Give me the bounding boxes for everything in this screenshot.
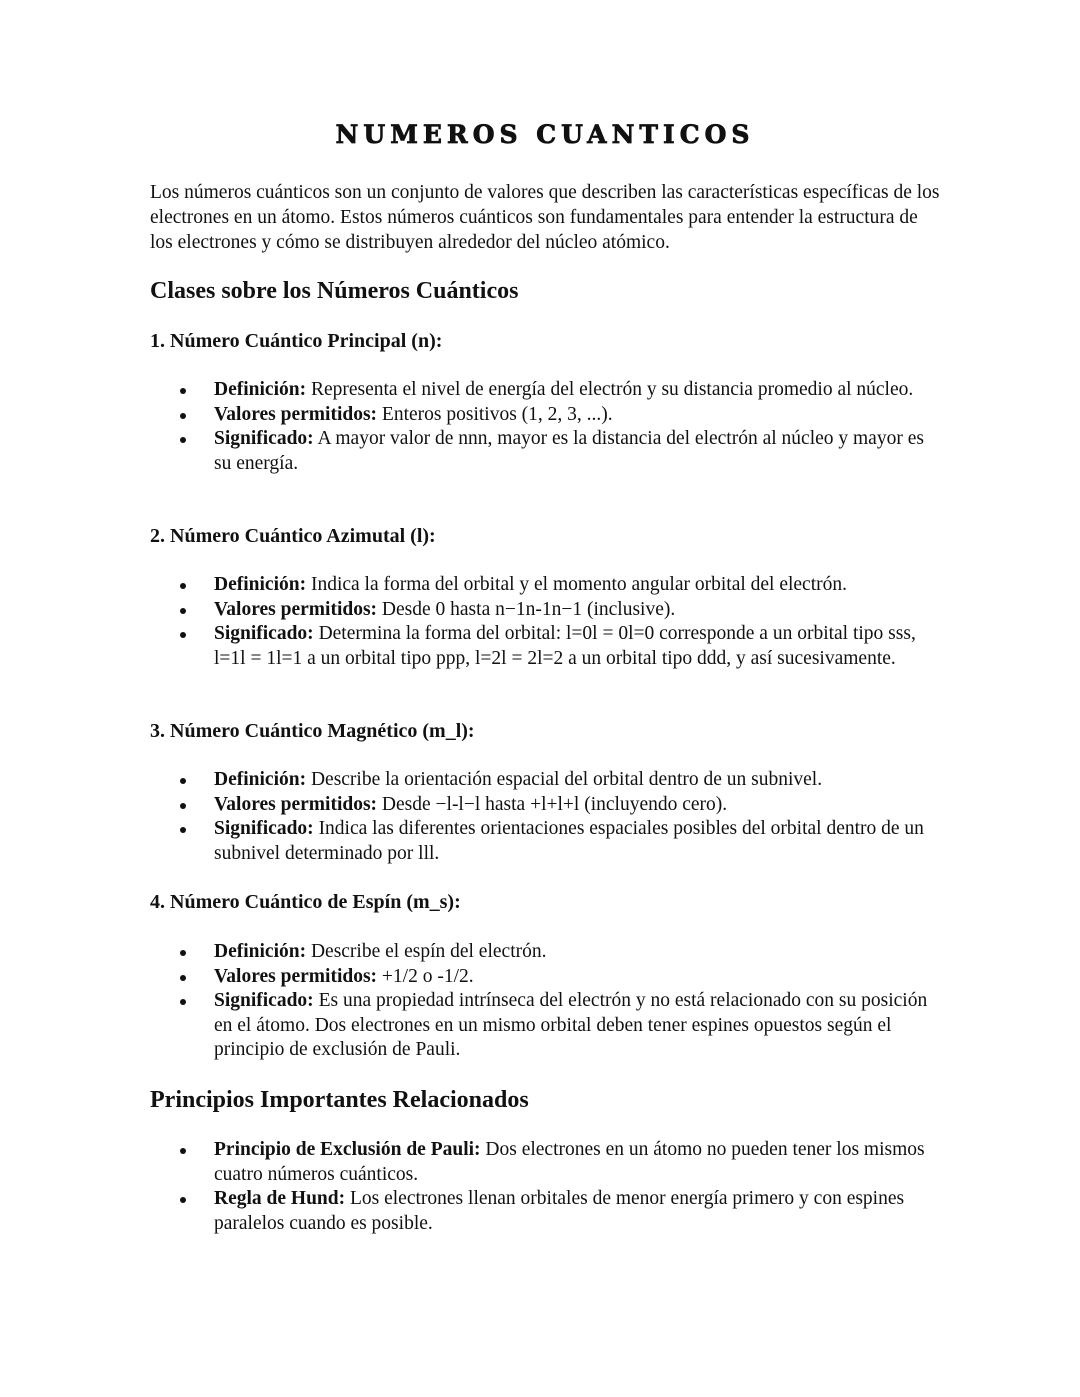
item-label: Valores permitidos: xyxy=(214,965,378,987)
item-text: Desde −l-l−l hasta +l+l+l (incluyendo cero). xyxy=(377,793,728,815)
item-label: Definición: xyxy=(214,769,307,790)
bullet-icon xyxy=(180,1148,186,1154)
item-label: Definición: xyxy=(214,379,307,400)
list-item xyxy=(150,817,940,866)
list-item xyxy=(150,378,940,403)
list-item xyxy=(150,940,940,965)
list-item xyxy=(150,989,940,1063)
document-title: NUMEROS CUANTICOS xyxy=(335,120,755,149)
list-item xyxy=(150,793,940,818)
item-text: Representa el nivel de energía del electrón y su distancia promedio al núcleo. xyxy=(306,379,914,400)
subheading-espin: 4. Número Cuántico de Espín (m_s): xyxy=(150,891,461,913)
item-text: Indica la forma del orbital y el momento angular orbital del electrón. xyxy=(306,574,848,595)
item-label: Principio de Exclusión de Pauli: xyxy=(214,1139,481,1160)
item-text: Indica las diferentes orientaciones espaciales posibles del orbital dentro de un subnivel determinado por lll. xyxy=(214,818,924,864)
bullet-icon xyxy=(180,1197,186,1203)
item-label: Definición: xyxy=(214,941,307,962)
intro-paragraph: Los números cuánticos son un conjunto de valores que describen las características específicas de los electrones en un átomo. Estos números cuánticos son fundamentales para entender la estructura de los electrones y cómo se distribuyen alrededor del núcleo atómico. xyxy=(150,182,940,253)
item-label: Definición: xyxy=(214,574,307,595)
list-item xyxy=(150,1187,940,1236)
section-heading-principios: Principios Importantes Relacionados xyxy=(150,1087,529,1113)
item-text: Los electrones llenan orbitales de menor energía primero y con espines paralelos cuando es posible. xyxy=(214,1188,905,1234)
item-text: Enteros positivos (1, 2, 3, ...). xyxy=(377,403,613,425)
list-item xyxy=(150,622,940,671)
item-text: Determina la forma del orbital: l=0l = 0l=0 corresponde a un orbital tipo sss, l=1l = 1l=1 a un orbital tipo ppp, l=2l = 2l=2 a un orbital tipo ddd, y así sucesivamente. xyxy=(214,623,916,669)
subheading-principal: 1. Número Cuántico Principal (n): xyxy=(150,330,443,352)
subheading-azimutal: 2. Número Cuántico Azimutal (l): xyxy=(150,525,436,547)
list-item xyxy=(150,768,940,793)
list-item xyxy=(150,1138,940,1187)
item-text: Desde 0 hasta n−1n-1n−1 (inclusive). xyxy=(377,598,676,620)
item-label: Significado: xyxy=(214,990,314,1011)
bullet-icon xyxy=(180,583,186,589)
item-text: +1/2 o -1/2. xyxy=(377,965,474,987)
list-azimutal xyxy=(150,573,940,671)
item-label: Valores permitidos: xyxy=(214,403,378,425)
list-item xyxy=(150,573,940,598)
item-label: Valores permitidos: xyxy=(214,598,378,620)
item-text: Dos electrones en un átomo no pueden tener los mismos cuatro números cuánticos. xyxy=(214,1139,925,1185)
list-principios xyxy=(150,1138,940,1236)
list-item xyxy=(150,965,940,990)
bullet-icon xyxy=(180,950,186,956)
item-label: Regla de Hund: xyxy=(214,1188,346,1209)
bullet-icon xyxy=(180,608,186,614)
subheading-magnetico: 3. Número Cuántico Magnético (m_l): xyxy=(150,720,475,742)
list-magnetico xyxy=(150,768,940,866)
bullet-icon xyxy=(180,413,186,419)
list-principal xyxy=(150,378,940,476)
bullet-icon xyxy=(180,999,186,1005)
bullet-icon xyxy=(180,803,186,809)
item-text: Es una propiedad intrínseca del electrón y no está relacionado con su posición en el átomo. Dos electrones en un mismo orbital deben tener espines opuestos según el principio de exclusión de Pauli. xyxy=(214,990,928,1060)
bullet-icon xyxy=(180,437,186,443)
bullet-icon xyxy=(180,827,186,833)
bullet-icon xyxy=(180,388,186,394)
bullet-icon xyxy=(180,975,186,981)
bullet-icon xyxy=(180,778,186,784)
item-label: Significado: xyxy=(214,428,314,449)
bullet-icon xyxy=(180,632,186,638)
list-item xyxy=(150,427,940,476)
item-label: Valores permitidos: xyxy=(214,793,378,815)
item-text: Describe la orientación espacial del orbital dentro de un subnivel. xyxy=(306,769,823,790)
section-heading-clases: Clases sobre los Números Cuánticos xyxy=(150,278,519,304)
item-text: A mayor valor de nnn, mayor es la distancia del electrón al núcleo y mayor es su energía. xyxy=(214,428,924,474)
item-label: Significado: xyxy=(214,818,314,839)
item-label: Significado: xyxy=(214,623,314,644)
item-text: Describe el espín del electrón. xyxy=(306,941,547,962)
list-espin xyxy=(150,940,940,1063)
list-item xyxy=(150,598,940,623)
list-item xyxy=(150,403,940,428)
